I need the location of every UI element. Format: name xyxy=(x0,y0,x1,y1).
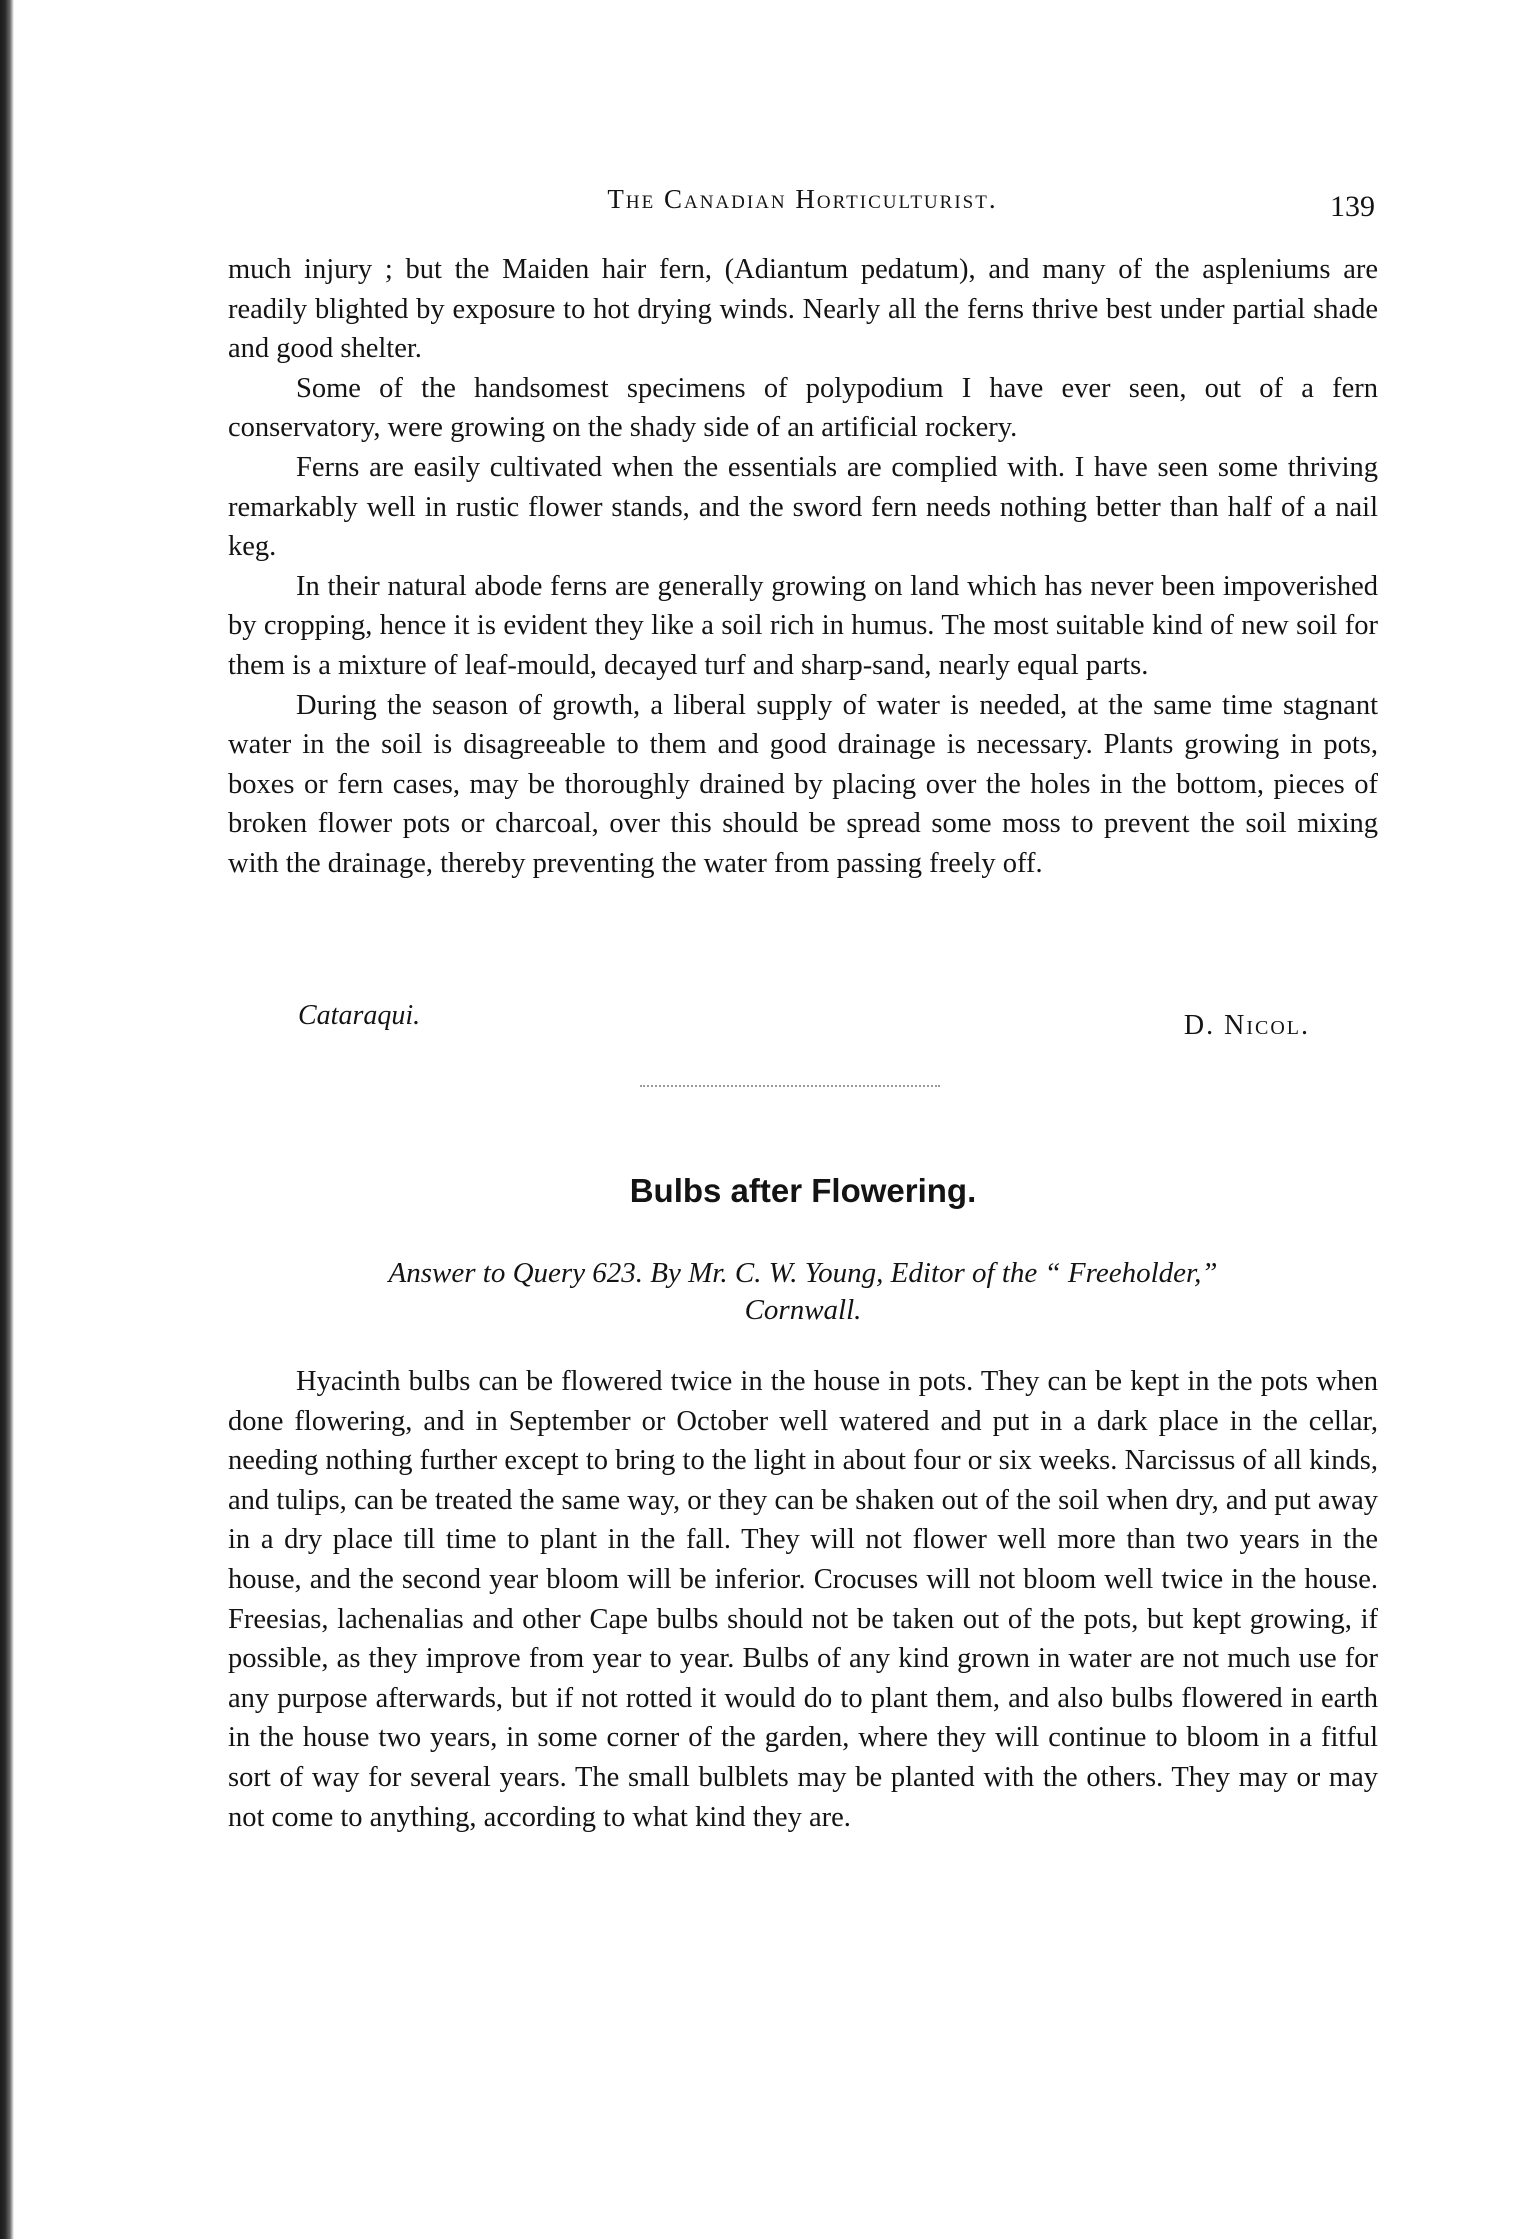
byline-line-2: Cornwall. xyxy=(744,1294,862,1326)
signature-place: Cataraqui. xyxy=(298,1000,421,1031)
fern-paragraph-4: In their natural abode ferns are generally growing on land which has never been impoverished by cropping, hence it is evident they like a soil rich in humus. The most suitable kind of new soil for them is a mixture of leaf-mould, decayed turf and sharp-sand, nearly equal parts. xyxy=(228,570,1378,681)
section-divider xyxy=(640,1085,940,1087)
fern-paragraph-2: Some of the handsomest specimens of polypodium I have ever seen, out of a fern conservatory, were growing on the shady side of an artificial rockery. xyxy=(228,372,1378,444)
page-number: 139 xyxy=(1330,190,1375,223)
fern-article-signature xyxy=(298,1000,1310,1042)
byline-line-1: Answer to Query 623. By Mr. C. W. Young, Editor of the “ Freeholder,” xyxy=(388,1257,1218,1289)
fern-paragraph-5: During the season of growth, a liberal supply of water is needed, at the same time stagnant water in the soil is disagreeable to them and good drainage is necessary. Plants growing in pots, boxes or fern cases, may be thoroughly drained by placing over the holes in the bottom, pieces of broken flower pots or charcoal, over this should be spread some moss to prevent the soil mixing with the drainage, thereby preventing the water from passing freely off. xyxy=(228,689,1378,879)
bulbs-paragraph: Hyacinth bulbs can be flowered twice in the house in pots. They can be kept in the pots when done flowering, and in September or October well watered and put in a dark place in the cellar, needing nothing further except to bring to the light in about four or six weeks. Narcissus of all kinds, and tulips, can be treated the same way, or they can be shaken out of the soil when dry, and put away in a dry place till time to plant in the fall. They will not flower well more than two years in the house, and the second year bloom will be inferior. Crocuses will not bloom well twice in the house. Freesias, lachenalias and other Cape bulbs should not be taken out of the pots, but kept growing, if possible, as they improve from year to year. Bulbs of any kind grown in water are not much use for any purpose afterwards, but if not rotted it would do to plant them, and also bulbs flowered in earth in the house two years, in some corner of the garden, where they will continue to bloom in a fitful sort of way for several years. The small bulblets may be planted with the others. They may or may not come to anything, according to what kind they are. xyxy=(228,1366,1378,1833)
running-head xyxy=(230,184,1375,224)
running-title: The Canadian Horticulturist. xyxy=(607,184,998,214)
article-byline xyxy=(228,1255,1378,1329)
bulbs-article-body xyxy=(228,1362,1378,1837)
fern-paragraph-1: much injury ; but the Maiden hair fern, (Adiantum pedatum), and many of the aspleniums are readily blighted by exposure to hot drying winds. Nearly all the ferns thrive best under partial shade and good shelter. xyxy=(228,254,1378,365)
signature-author: D. Nicol. xyxy=(1183,1010,1310,1041)
article-title: Bulbs after Flowering. xyxy=(629,1172,977,1209)
page-binding-edge xyxy=(0,0,14,2239)
fern-paragraph-3: Ferns are easily cultivated when the essentials are complied with. I have seen some thriving remarkably well in rustic flower stands, and the sword fern needs nothing better than half of a nail keg. xyxy=(228,451,1378,563)
fern-article-body xyxy=(228,250,1378,884)
